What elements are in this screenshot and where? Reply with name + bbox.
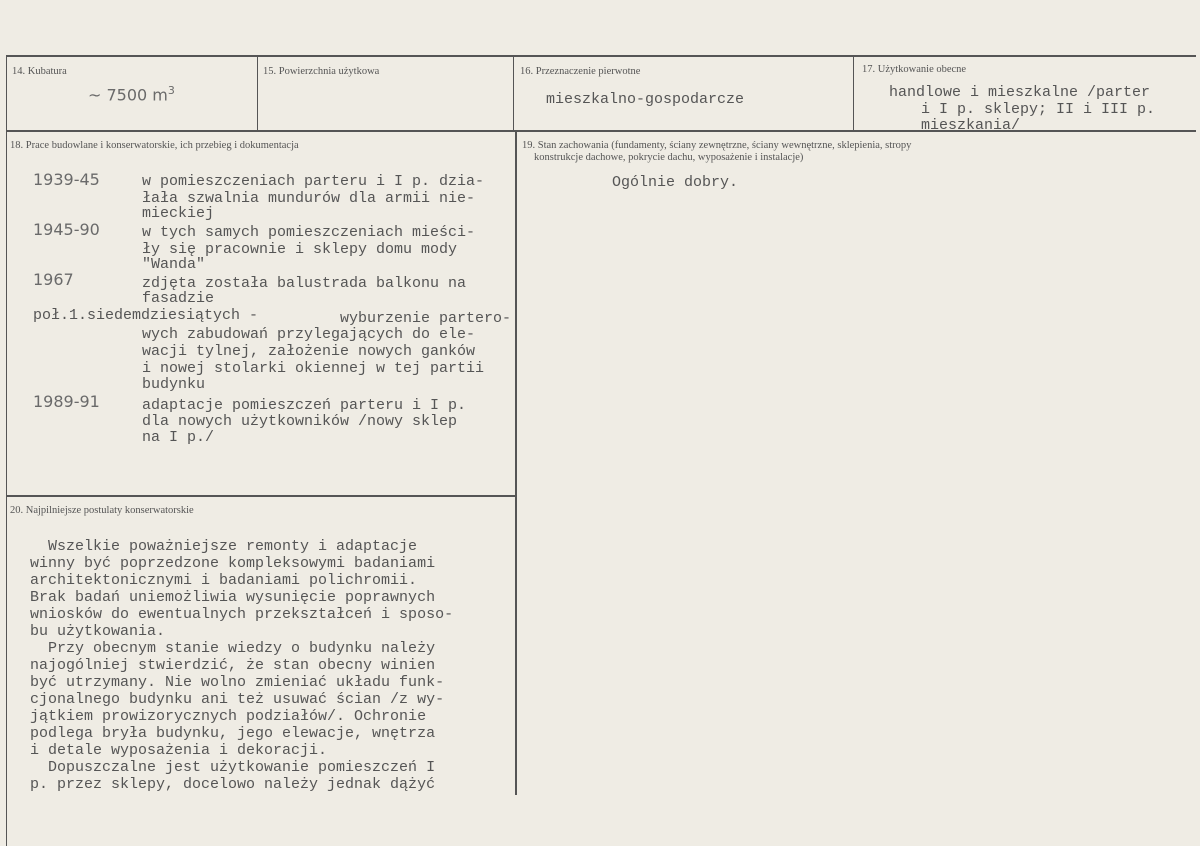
top-rule	[6, 55, 1196, 57]
field-17-line: i I p. sklepy; II i III p.	[921, 101, 1156, 118]
field-20-label: 20. Najpilniejsze postulaty konserwatorskie	[10, 505, 194, 516]
field-18-line: "Wanda"	[142, 256, 206, 273]
field-14-value	[88, 84, 175, 104]
field-20-line: cjonalnego budynku ani też usuwać ścian /z wy-	[30, 691, 445, 708]
field-18-line: zdjęta została balustrada balkonu na	[142, 275, 467, 292]
field-20-line: jątkiem prowizorycznych podziałów/. Ochronie	[30, 708, 427, 725]
field-20-line: być utrzymany. Nie wolno zmieniać układu funk-	[30, 674, 445, 691]
field-20-line: wniosków do ewentualnych przekształceń i sposo-	[30, 606, 454, 623]
field-18-date: 1939-45	[33, 170, 100, 189]
field-20-line: podlega bryła budynku, jego elewacje, wnętrza	[30, 725, 436, 742]
field-18-line: budynku	[142, 376, 206, 393]
field-18-date: 1945-90	[33, 220, 100, 239]
field-18-date-text: poł.1.siedemdziesiątych -	[33, 307, 259, 324]
field-18-line: w tych samych pomieszczeniach mieści-	[142, 224, 476, 241]
field-20-line: winny być poprzedzone kompleksowymi badaniami	[30, 555, 436, 572]
field-20-line: Dopuszczalne jest użytkowanie pomieszczeń I	[30, 759, 436, 776]
divider-15-16	[513, 57, 514, 131]
field-18-line: na I p./	[142, 429, 215, 446]
field-20-line: p. przez sklepy, docelowo należy jednak dążyć	[30, 776, 436, 793]
field-16-value: mieszkalno-gospodarcze	[546, 91, 745, 108]
field-20-line: architektonicznymi i badaniami polichromii.	[30, 572, 418, 589]
field-17-line: handlowe i mieszkalne /parter	[889, 84, 1151, 101]
field-19-label-line1: 19. Stan zachowania (fundamenty, ściany zewnętrzne, ściany wewnętrzne, sklepienia, stropy	[522, 140, 912, 151]
field-19-value: Ogólnie dobry.	[612, 174, 739, 191]
field-18-date: 1989-91	[33, 392, 100, 411]
field-18-line: wych zabudowań przylegających do ele-	[142, 326, 476, 343]
field-14-value-sup: 3	[167, 84, 175, 97]
divider-16-17	[853, 57, 854, 131]
field-14-label: 14. Kubatura	[12, 66, 67, 77]
field-18-line: dla nowych użytkowników /nowy sklep	[142, 413, 458, 430]
field-18-label: 18. Prace budowlane i konserwatorskie, ich przebieg i dokumentacja	[10, 140, 299, 151]
field-20-line: i detale wyposażenia i dekoracji.	[30, 742, 328, 759]
field-20-line: najogólniej stwierdzić, że stan obecny winien	[30, 657, 436, 674]
field-18-line: w pomieszczeniach parteru i I p. dzia-	[142, 173, 485, 190]
field-18-line: mieckiej	[142, 205, 215, 222]
field-19-label-line2: konstrukcje dachowe, pokrycie dachu, wyposażenie i instalacje)	[534, 152, 804, 163]
field-14-value-text: ~ 7500 m	[88, 85, 168, 105]
field-18-line: łała szwalnia mundurów dla armii nie-	[142, 190, 476, 207]
field-18-line: wyburzenie partero-	[340, 310, 512, 327]
divider-center	[515, 131, 517, 795]
field-18-line: adaptacje pomieszczeń parteru i I p.	[142, 397, 467, 414]
field-18-line: i nowej stolarki okiennej w tej partii	[142, 360, 485, 377]
field-20-line: Przy obecnym stanie wiedzy o budynku należy	[30, 640, 436, 657]
field-18-line: ły się pracownie i sklepy domu mody	[142, 241, 458, 258]
field-20-text	[30, 538, 510, 793]
field-18-date: 1967	[33, 270, 74, 289]
field-20-line: Wszelkie poważniejsze remonty i adaptacje	[30, 538, 418, 555]
field-16-label: 16. Przeznaczenie pierwotne	[520, 66, 641, 77]
field-18-line: wacji tylnej, założenie nowych ganków	[142, 343, 476, 360]
divider-18-20	[6, 495, 516, 497]
field-17-line: mieszkania/	[921, 117, 1021, 134]
field-20-line: bu użytkowania.	[30, 623, 166, 640]
divider-14-15	[257, 57, 258, 131]
field-15-label: 15. Powierzchnia użytkowa	[263, 66, 380, 77]
left-rule	[6, 55, 7, 846]
field-20-line: Brak badań uniemożliwia wysunięcie poprawnych	[30, 589, 436, 606]
field-18-line: fasadzie	[142, 290, 215, 307]
field-17-label: 17. Użytkowanie obecne	[862, 64, 967, 75]
